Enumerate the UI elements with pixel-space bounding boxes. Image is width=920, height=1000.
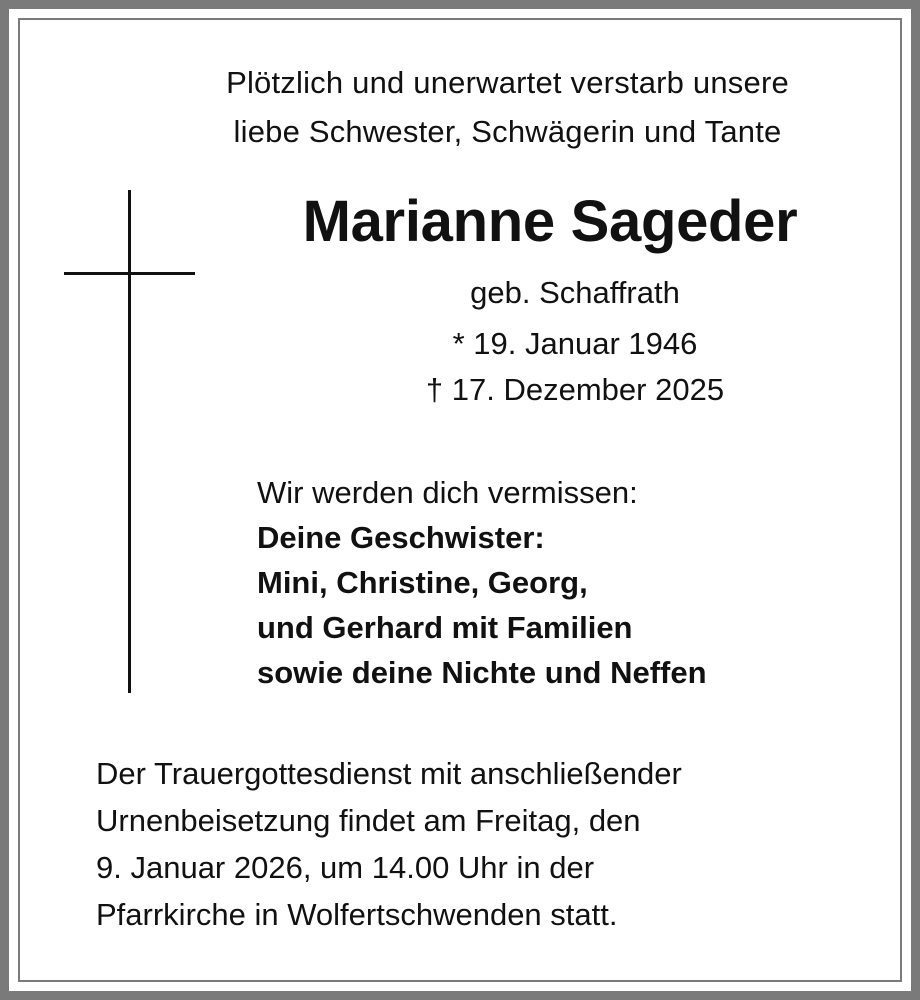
mourners-intro: Wir werden dich vermissen: xyxy=(257,475,638,510)
mourners-line: sowie deine Nichte und Neffen xyxy=(257,655,707,690)
service-line: Pfarrkirche in Wolfertschwenden statt. xyxy=(96,897,618,932)
intro-text xyxy=(100,58,915,156)
mourners-line: Deine Geschwister: xyxy=(257,520,545,555)
mourners-block xyxy=(257,470,707,695)
service-line: Urnenbeisetzung findet am Freitag, den xyxy=(96,803,641,838)
death-date: † 17. Dezember 2025 xyxy=(425,372,725,407)
cross-horizontal-bar xyxy=(64,272,195,275)
mourners-line: Mini, Christine, Georg, xyxy=(257,565,588,600)
deceased-details xyxy=(300,270,850,413)
service-line: 9. Januar 2026, um 14.00 Uhr in der xyxy=(96,850,595,885)
service-line: Der Trauergottesdienst mit anschließender xyxy=(96,756,682,791)
mourners-line: und Gerhard mit Familien xyxy=(257,610,633,645)
service-info xyxy=(96,750,682,938)
born-name: geb. Schaffrath xyxy=(470,275,680,310)
birth-date: * 19. Januar 1946 xyxy=(452,326,698,361)
deceased-name: Marianne Sageder xyxy=(302,189,798,254)
intro-line-2: liebe Schwester, Schwägerin und Tante xyxy=(233,114,782,149)
cross-vertical-bar xyxy=(128,190,131,693)
intro-line-1: Plötzlich und unerwartet verstarb unsere xyxy=(226,65,789,100)
